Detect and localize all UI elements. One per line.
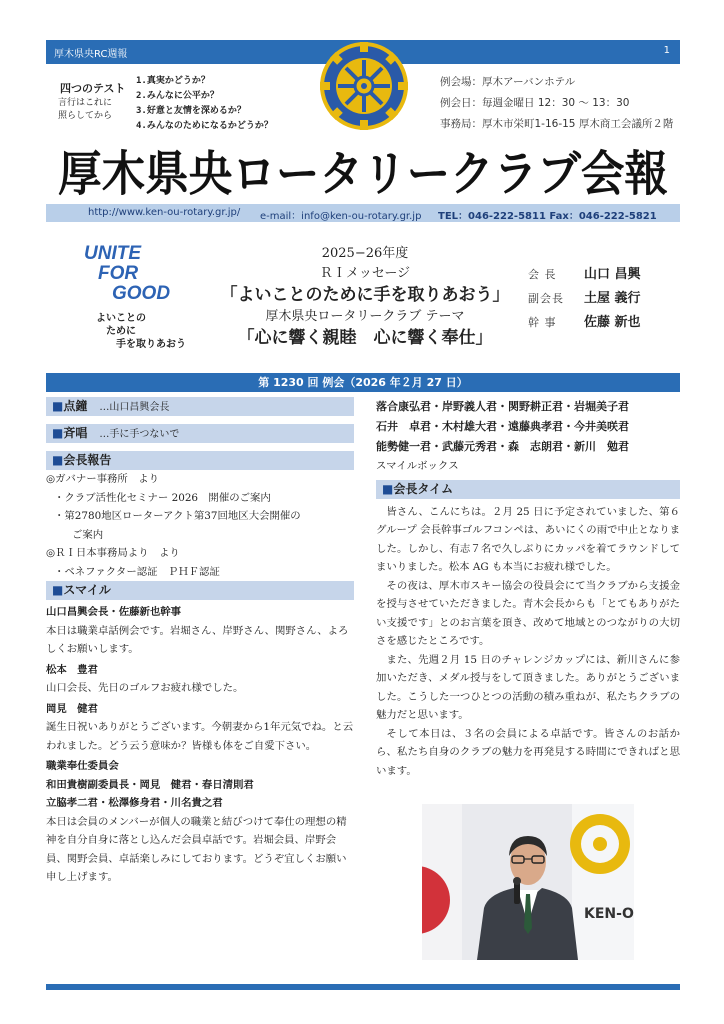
club-theme: 「心に響く親睦 心に響く奉仕」 bbox=[237, 328, 493, 348]
smile-name: 和田貴樹副委員長・岡見 健君・春日清則君 bbox=[46, 778, 254, 791]
section-bell: ■点鐘 …山口昌興会長 bbox=[46, 397, 354, 416]
smile-member-names: 落合康弘君・岸野義人君・関野耕正君・岩堀美子君 石井 卓君・木村雄大君・遠藤典孝君・今井美咲君 能勢健一君・武藤元秀君・森 志朗君・新川 勉君 bbox=[376, 400, 629, 453]
newsletter-title-text: 厚木県央ロータリークラブ会報 bbox=[58, 146, 668, 202]
office-address: 事務局：厚木市栄町1-16-15 厚木商工会議所２階 bbox=[440, 118, 674, 130]
section-president-time: ■会長タイム bbox=[376, 480, 680, 499]
ri-message-label: ＲＩメッセージ bbox=[319, 266, 411, 281]
rotary-logo bbox=[318, 40, 410, 132]
section-smile: ■スマイル bbox=[46, 581, 354, 600]
newsletter-title bbox=[46, 140, 680, 202]
phone-fax: TEL：046-222-5811 Fax：046-222-5821 bbox=[438, 211, 657, 222]
section-president-report: ■会長報告 bbox=[46, 451, 354, 470]
officers-list bbox=[528, 263, 641, 335]
four-test-item: 1.真実かどうか？ bbox=[136, 76, 210, 86]
club-theme-label: 厚木県央ロータリークラブ テーマ bbox=[265, 309, 465, 324]
contact-bar bbox=[46, 204, 680, 222]
officer-row: 幹 事 佐藤 新也 bbox=[528, 315, 641, 330]
smile-box-label: スマイルボックス bbox=[376, 460, 459, 472]
president-time-body: 皆さん、こんにちは。２月 25 日に予定されていました、第６グループ 会長幹事ゴルフコンペは、あいにくの雨で中止となりました。しかし、有志７名で久しぶりにカッパを着てラウンドしてまいりました。松本 AG も本当にお疲れ様でした。 その夜は、厚木市スキー協会の役員会にて当クラブから支援金を授与させていただきました。青木会長からも「とてもありがたい支援です」とのお言葉を頂き、改めて地域とのつながりの大切さを感じたところです。 また、先週２月 15 日のチャレンジカップには、新川さんに参加いただき、メダル授与をして頂きました。ありがとうございました。こうした一つひとつの活動の積み重ねが、私たちクラブの魅力だと思います。 そして本日は、３名の会員による卓話です。皆さんのお話から、私たち自身のクラブの魅力を再発見する時間にできればと思います。 bbox=[376, 505, 680, 777]
meeting-title-bar: 第 1230 回 例会（2026 年２月 27 日） bbox=[46, 373, 680, 392]
four-test-item: 4.みんなのためになるかどうか？ bbox=[136, 121, 273, 131]
photo-banner-text: KEN-O bbox=[584, 906, 634, 922]
four-test-item: 3.好意と友情を深めるか？ bbox=[136, 106, 246, 116]
meeting-info bbox=[440, 72, 673, 135]
smile-name: 松本 豊君 bbox=[46, 663, 98, 676]
slogan-japanese: よいことの ために 手を取りあおう bbox=[96, 313, 186, 350]
meeting-day: 例会日：毎週金曜日 12：30 〜 13：30 bbox=[440, 97, 630, 109]
smile-text: 誕生日祝いありがとうございます。今朝妻から1年元気でね。と云われました。どう云う意味か？皆様も体をご自愛下さい。 bbox=[46, 721, 354, 752]
right-column bbox=[376, 397, 680, 780]
four-tests-list bbox=[136, 74, 273, 134]
smile-name: 山口昌興会長・佐藤新也幹事 bbox=[46, 606, 182, 618]
four-tests-title: 四つのテスト bbox=[60, 82, 126, 95]
unite-for-good-logo: UNITE FOR GOOD bbox=[84, 243, 171, 304]
meeting-venue: 例会場：厚木アーバンホテル bbox=[440, 76, 576, 88]
officer-row: 会 長 山口 昌興 bbox=[528, 267, 641, 282]
club-short-name: 厚木県央RC週報 bbox=[54, 49, 128, 60]
ri-message: 「よいことのために手を取りあおう」 bbox=[220, 285, 510, 305]
smile-text: 山口会長、先日のゴルフお疲れ様でした。 bbox=[46, 682, 244, 694]
president-photo bbox=[422, 804, 634, 960]
four-tests-subtitle: 言行はこれに 照らしてから bbox=[58, 98, 113, 121]
email-link[interactable]: e‐mail：info@ken-ou-rotary.gr.jp bbox=[260, 211, 422, 222]
footer-bar bbox=[46, 984, 680, 990]
officer-row: 副会長 土屋 義行 bbox=[528, 291, 641, 306]
smile-entries bbox=[46, 603, 354, 887]
website-link[interactable]: http://www.ken-ou-rotary.gr.jp/ bbox=[88, 207, 241, 218]
smile-name: 職業奉仕委員会 bbox=[46, 760, 119, 772]
theme-year: 2025−26年度 bbox=[321, 246, 409, 261]
smile-name: 岡見 健君 bbox=[46, 702, 98, 715]
four-test-item: 2.みんなに公平か？ bbox=[136, 91, 219, 101]
section-sing: ■斉唱 …手に手つないで bbox=[46, 424, 354, 443]
smile-text: 本日は職業卓話例会です。岩堀さん、岸野さん、関野さん、よろしくお願いします。 bbox=[46, 624, 349, 655]
smile-name: 立脇孝二君・松澤修身君・川名貴之君 bbox=[46, 797, 223, 809]
theme-block bbox=[210, 244, 520, 350]
page-number: 1 bbox=[663, 45, 670, 56]
smile-text: 本日は会員のメンバーが個人の職業と結びつけて奉仕の理想の精神を自分自身に落とし込んだ会員卓話です。岩堀会員、岸野会員、関野会員、卓話楽しみにしております。どうぞ宜しくお願い申し上げます。 bbox=[46, 815, 347, 883]
president-report-body: ◎ガバナー事務所 より ・クラブ活性化セミナー 2026 開催のご案内 ・第2780地区ローターアクト第37回地区大会開催の ご案内 ◎ＲＩ日本事務局より より ・ベネファクター認証 ＰＨＦ認証 bbox=[46, 473, 301, 578]
left-column bbox=[46, 397, 354, 887]
